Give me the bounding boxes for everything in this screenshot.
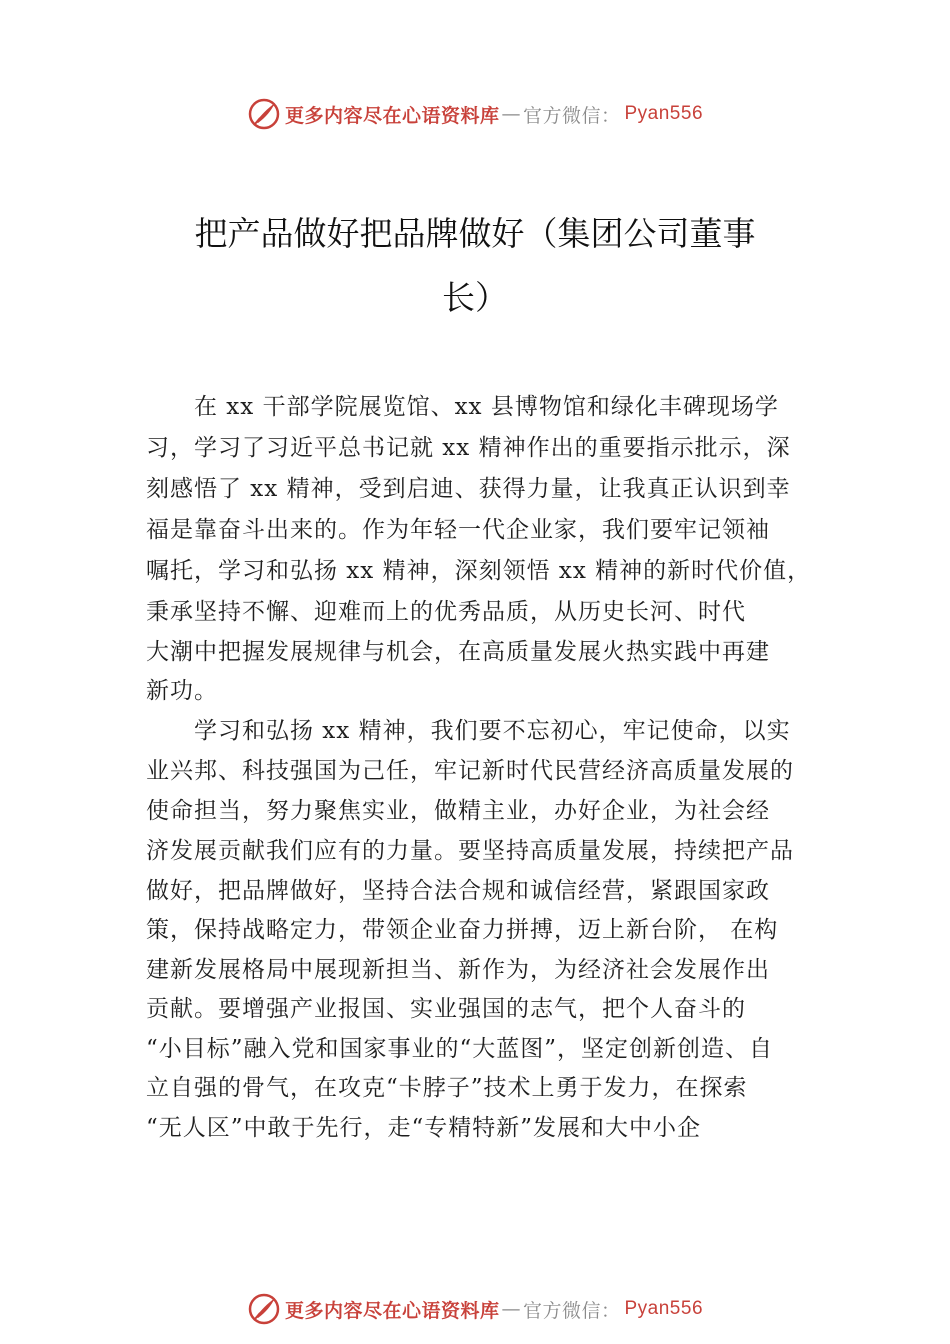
body-line: 新功。 bbox=[146, 678, 218, 704]
body-line: 立自强的骨气，在攻克“卡脖子”技术上勇于发力，在探索 bbox=[146, 1075, 748, 1101]
body-line: 在 xx 干部学院展览馆、xx 县博物馆和绿化丰碑现场学 bbox=[146, 394, 779, 420]
document-title-line-2: 长） bbox=[442, 278, 508, 317]
body-line: 福是靠奋斗出来的。作为年轻一代企业家，我们要牢记领袖 bbox=[146, 517, 770, 543]
body-line: 秉承坚持不懈、迎难而上的优秀品质，从历史长河、时代 bbox=[146, 599, 746, 625]
watermark-brand: 更多内容尽在心语资料库 bbox=[284, 104, 500, 127]
quill-logo-icon bbox=[247, 97, 281, 131]
quill-logo-icon bbox=[247, 1292, 281, 1326]
body-line: 建新发展格局中展现新担当、新作为，为经济社会发展作出 bbox=[146, 957, 770, 983]
watermark-label: 官方微信： bbox=[522, 1299, 621, 1322]
body-line: 策，保持战略定力，带领企业奋力拼搏，迈上新台阶， 在构 bbox=[146, 917, 779, 943]
body-line: 大潮中把握发展规律与机会，在高质量发展火热实践中再建 bbox=[146, 639, 770, 665]
body-line: “无人区”中敢于先行，走“专精特新”发展和大中小企 bbox=[146, 1115, 702, 1141]
body-line: “小目标”融入党和国家事业的“大蓝图”，坚定创新创造、自 bbox=[146, 1036, 774, 1062]
body-line: 使命担当，努力聚焦实业，做精主业，办好企业，为社会经 bbox=[146, 798, 770, 824]
watermark-wechat-id: Pyan556 bbox=[624, 103, 704, 124]
watermark-brand: 更多内容尽在心语资料库 bbox=[284, 1299, 500, 1322]
document-title-line-1: 把产品做好把品牌做好（集团公司董事 bbox=[194, 214, 756, 253]
body-line: 做好，把品牌做好，坚持合法合规和诚信经营，紧跟国家政 bbox=[146, 878, 770, 904]
watermark-dash: — bbox=[501, 1298, 521, 1320]
footer-watermark bbox=[0, 1289, 950, 1329]
body-line: 贡献。要增强产业报国、实业强国的志气，把个人奋斗的 bbox=[146, 996, 746, 1022]
watermark-dash: — bbox=[501, 103, 521, 125]
body-line: 学习和弘扬 xx 精神，我们要不忘初心，牢记使命，以实 bbox=[146, 718, 791, 744]
body-line: 济发展贡献我们应有的力量。要坚持高质量发展，持续把产品 bbox=[146, 838, 794, 864]
body-line: 刻感悟了 xx 精神，受到启迪、获得力量，让我真正认识到幸 bbox=[146, 476, 791, 502]
watermark-wechat-id: Pyan556 bbox=[624, 1298, 704, 1319]
body-line: 嘱托，学习和弘扬 xx 精神，深刻领悟 xx 精神的新时代价值， bbox=[146, 558, 812, 584]
body-line: 习，学习了习近平总书记就 xx 精神作出的重要指示批示，深 bbox=[146, 435, 791, 461]
body-line: 业兴邦、科技强国为己任，牢记新时代民营经济高质量发展的 bbox=[146, 758, 794, 784]
header-watermark bbox=[0, 94, 950, 134]
watermark-label: 官方微信： bbox=[522, 104, 621, 127]
